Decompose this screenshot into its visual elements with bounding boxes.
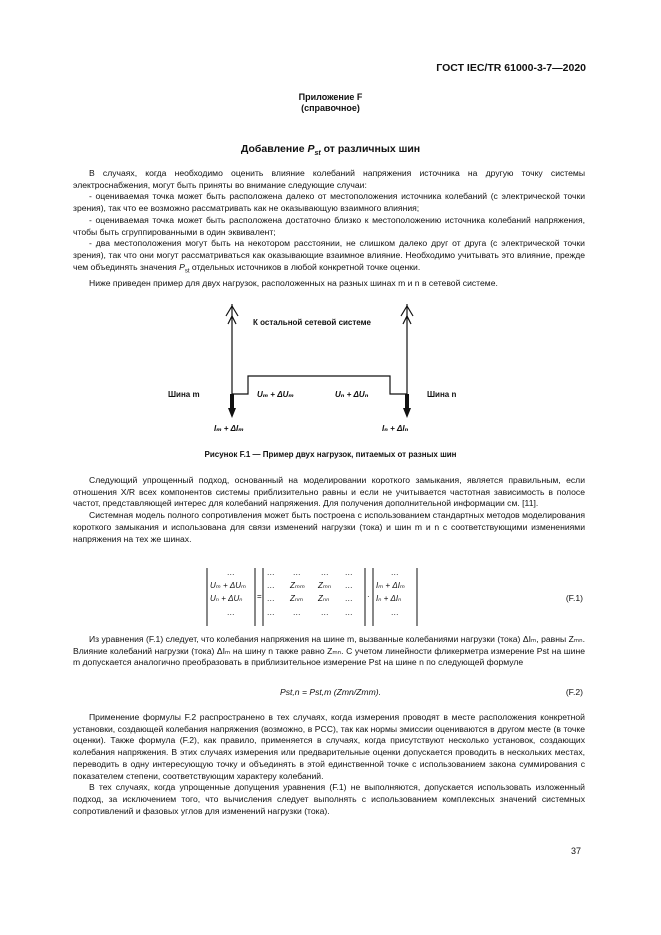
bullet-3 xyxy=(73,238,585,278)
paragraph-approach: Следующий упрощенный подход, основанный на моделировании короткого замыкания, является правильным, если отношения X/R всех компонентов системы приблизительно равны и если не учитывается частотная зависимость в полосе частот, представляющей интерес для колебаний напряжения. Для получения дополнительной информации см. [11]. xyxy=(73,475,585,509)
current-m-label: Iₘ + ΔIₘ xyxy=(214,424,244,433)
matrix-z-nm: Zₙₘ xyxy=(290,594,304,603)
bus-n-label: Шина n xyxy=(427,390,457,399)
paragraph-model: Системная модель полного сопротивления может быть построена с использованием стандартных методов моделирования короткого замыкания и использована для связи изменений нагрузки (тока) и шин m и n с соответствующими изменениями напряжения на тех же шинах. xyxy=(73,510,585,544)
matrix-dots: … xyxy=(345,568,353,577)
intro-block xyxy=(73,168,585,290)
bullet-3-subscript: st xyxy=(184,268,190,275)
bullet-2: - оцениваемая точка может быть расположена достаточно близко к местоположению источника колебаний напряжения, чтобы быть сгруппированными в один эквивалент; xyxy=(73,214,585,237)
matrix-i-m: Iₘ + ΔIₘ xyxy=(376,581,405,590)
rest-of-network-label: К остальной сетевой системе xyxy=(253,318,372,327)
matrix-dots: … xyxy=(267,608,275,617)
matrix-dots: … xyxy=(227,608,235,617)
matrix-dots: … xyxy=(345,608,353,617)
equation-f2-number: (F.2) xyxy=(565,687,583,697)
example-paragraph: Ниже приведен пример для двух нагрузок, расположенных на разных шинах m и n в сетевой системе. xyxy=(89,278,498,289)
matrix-dots: … xyxy=(321,608,329,617)
page-number: 37 xyxy=(570,846,581,856)
bullet-3-text: - два местоположения могут быть на некотором расстоянии, не слишком далеко друг от друга (с электрической точки зрения), так что они могут рассматриваться как оказывающие взаимное влияние. Необходимо учитывать это влияние, прежде чем объединять значения xyxy=(73,238,585,272)
matrix-u-n: Uₙ + ΔUₙ xyxy=(210,594,243,603)
annex-title: Приложение F xyxy=(298,92,363,102)
matrix-dots: … xyxy=(267,568,275,577)
title-subscript: st xyxy=(314,150,321,158)
body-block-1 xyxy=(73,475,585,545)
equation-f1-number: (F.1) xyxy=(565,593,583,603)
load-m-stem xyxy=(230,394,234,408)
matrix-equals: = xyxy=(257,592,262,601)
matrix-dots: … xyxy=(293,608,301,617)
bus-m-label: Шина m xyxy=(168,390,200,399)
bullet-1: - оцениваемая точка может быть расположена далеко от местоположения источника колебаний (с электрической точки зрения), так что ее возможно рассматривать как не оказывающую взаимного влияния; xyxy=(73,191,585,214)
title-pre: Добавление xyxy=(240,143,308,155)
paragraph-application: Применение формулы F.2 распространено в тех случаях, когда измерения проводят в месте расположения конкретной установки, создающей колебания напряжения (возможно, в PCC), так как нормы эмиссии оцениваются в другом месте (в точке оценки). Также формула (F.2), как правило, применяется в случаях, когда присутствуют несколько установок, создающих колебания напряжения. В этих случаях измерения или предварительные оценки допускается проводить в нескольких местах, переводить в одну интересующую точку и объединять в этой единственной точке с использованием закона суммирования с показателем степени, соответствующим характеру колебаний. xyxy=(73,712,585,781)
matrix-dots: … xyxy=(293,568,301,577)
intro-paragraph: В случаях, когда необходимо оценить влияние колебаний напряжения источника на другую точку системы электроснабжения, могут быть приняты во внимание следующие случаи: xyxy=(73,168,585,190)
standard-header: ГОСТ IEC/TR 61000-3-7—2020 xyxy=(436,62,586,74)
matrix-dots: … xyxy=(345,581,353,590)
matrix-z-nn: Zₙₙ xyxy=(318,594,330,603)
matrix-u-m: Uₘ + ΔUₘ xyxy=(210,581,247,590)
voltage-n-label: Uₙ + ΔUₙ xyxy=(335,390,369,399)
equation-f2: Pst,n = Pst,m (Zmn/Zmm). xyxy=(280,687,381,697)
section-title xyxy=(0,143,661,157)
matrix-z-mm: Zₘₘ xyxy=(290,581,305,590)
bullet-3-tail: отдельных источников в любой конкретной точке оценки. xyxy=(189,261,421,272)
matrix-dots: … xyxy=(267,594,275,603)
matrix-dot-product: · xyxy=(367,592,370,601)
paragraph-derivation: Из уравнения (F.1) следует, что колебания напряжения на шине m, вызванные колебаниями нагрузки (тока) ΔIₘ, равны Zₘₙ. Влияние колебаний нагрузки (тока) ΔIₘ на шину n также равно Zₘₙ. С учетом линейности фликерметра измерение Pst на шине m допускается аналогично преобразовать в приблизительное измерение Pst на шине n по следующей формуле xyxy=(73,634,585,668)
matrix-dots: … xyxy=(267,581,275,590)
matrix-dots: … xyxy=(227,568,235,577)
current-n-label: Iₙ + ΔIₙ xyxy=(382,424,409,433)
voltage-m-label: Uₘ + ΔUₘ xyxy=(257,390,294,399)
matrix-dots: … xyxy=(391,568,399,577)
paragraph-complex: В тех случаях, когда упрощенные допущения уравнения (F.1) не выполняются, допускается использовать изложенный подход, за исключением того, что вычисления следует выполнять с использованием комплексных значений системных сопротивлений и фазовых углов для изменений нагрузки (тока). xyxy=(73,782,585,816)
matrix-i-n: Iₙ + ΔIₙ xyxy=(376,594,402,603)
matrix-dots: … xyxy=(321,568,329,577)
load-n-stem xyxy=(405,394,409,408)
title-symbol: P xyxy=(307,143,315,155)
title-post: от различных шин xyxy=(320,143,421,155)
arrow-down-n xyxy=(403,408,411,418)
annex-subtitle: (справочное) xyxy=(301,103,360,113)
arrow-down-m xyxy=(228,408,236,418)
equation-f1-matrix xyxy=(205,568,430,624)
body-block-2 xyxy=(73,634,585,669)
figure-caption: Рисунок F.1 — Пример двух нагрузок, питаемых от разных шин xyxy=(204,450,457,459)
figure-f1 xyxy=(150,296,480,441)
body-block-3 xyxy=(73,712,585,817)
matrix-dots: … xyxy=(345,594,353,603)
matrix-z-mn: Zₘₙ xyxy=(318,581,332,590)
matrix-dots: … xyxy=(391,608,399,617)
bullet-3-symbol: P xyxy=(179,261,185,272)
